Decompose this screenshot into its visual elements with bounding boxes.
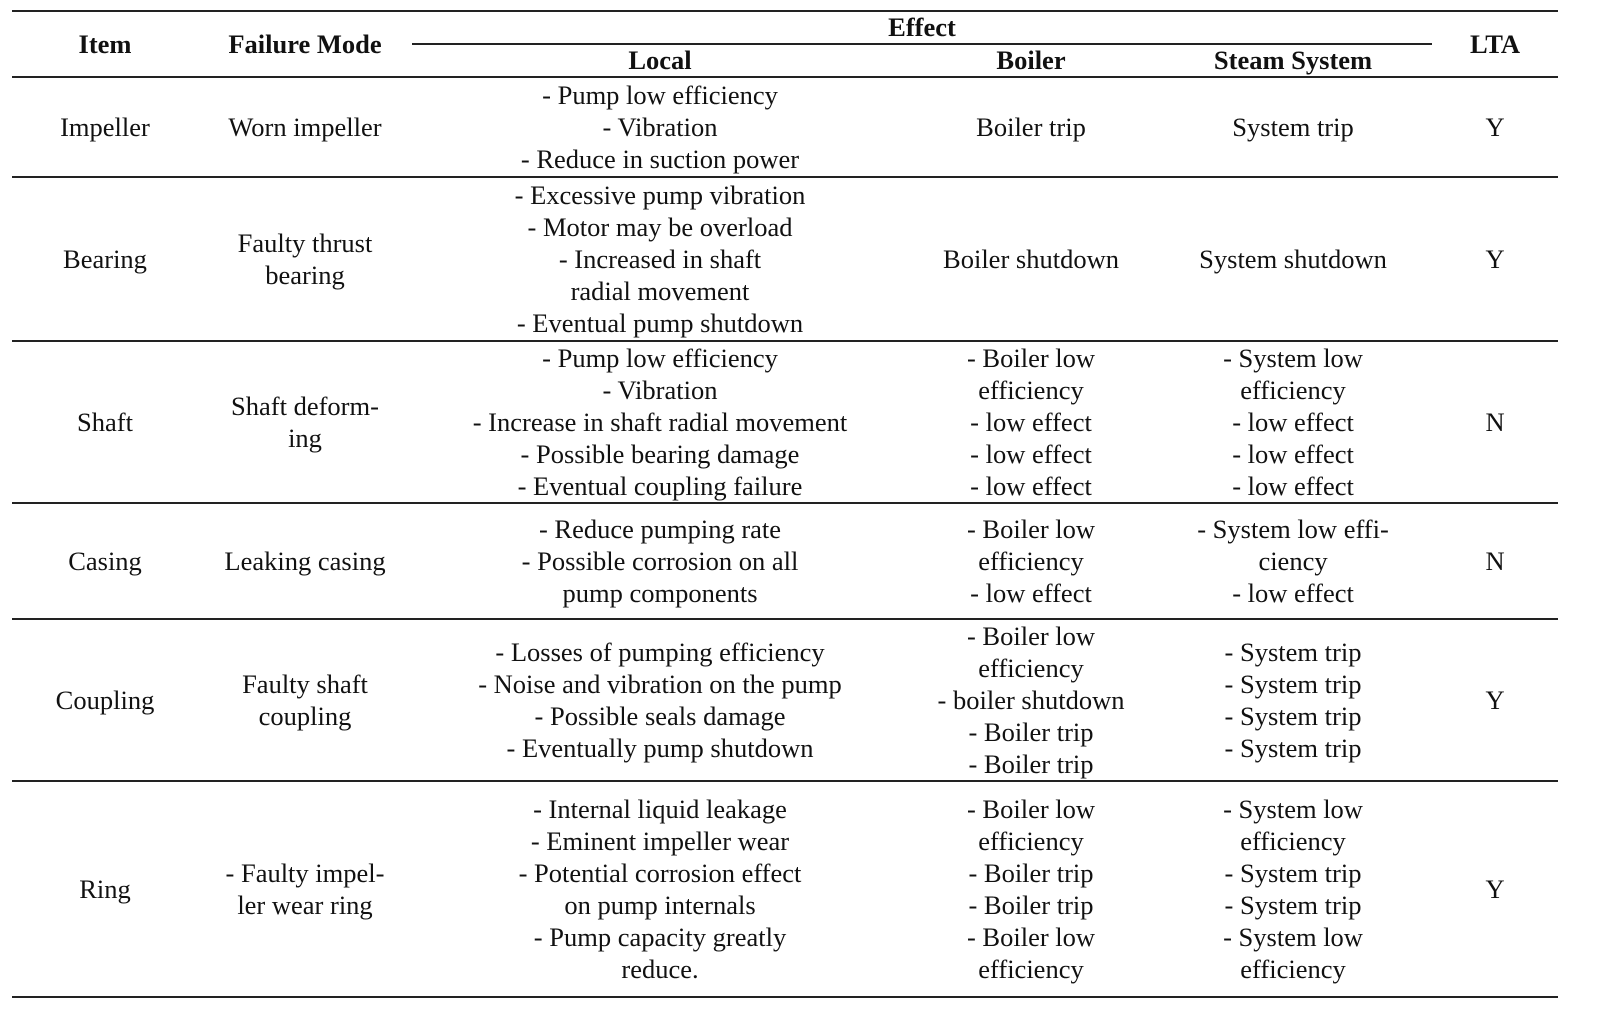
header-failure-mode [198, 11, 412, 77]
cell-boiler-effect [908, 177, 1154, 341]
cell-lta: Y [1432, 619, 1558, 781]
cell-steam-system-effect-line: efficiency [1240, 375, 1346, 405]
table-row [12, 781, 1558, 997]
cell-steam-system-effect-line: - System low [1223, 794, 1363, 824]
cell-failure-mode [198, 619, 412, 781]
cell-item: Bearing [12, 177, 198, 341]
cell-failure-mode-line: Leaking casing [224, 546, 386, 576]
cell-failure-mode-line: - Faulty impel- [225, 858, 385, 888]
cell-local-effect-line: - Eventual coupling failure [517, 471, 803, 501]
header-item: Item [12, 11, 198, 77]
cell-boiler-effect-line: - low effect [970, 407, 1092, 437]
cell-boiler-effect-line: - low effect [970, 439, 1092, 469]
header-boiler: Boiler [996, 45, 1066, 75]
cell-local-effect-line: - Losses of pumping efficiency [495, 637, 825, 667]
cell-failure-mode-line: ing [288, 423, 322, 453]
cell-steam-system-effect-line: ciency [1258, 546, 1328, 576]
header-local: Local [628, 45, 692, 75]
cell-steam-system-effect [1154, 341, 1432, 503]
cell-failure-mode-line: Shaft deform- [231, 391, 379, 421]
cell-local-effect-line: - Increased in shaft [558, 244, 762, 274]
cell-steam-system-effect-line: - System trip [1224, 733, 1362, 763]
cell-local-effect [412, 341, 908, 503]
cell-failure-mode-line: Worn impeller [228, 112, 382, 142]
header-effect: Effect [412, 11, 1432, 44]
cell-boiler-effect-line: efficiency [978, 826, 1084, 856]
cell-local-effect-line: - Potential corrosion effect [518, 858, 802, 888]
cell-local-effect-line: - Noise and vibration on the pump [478, 669, 842, 699]
cell-boiler-effect-line: Boiler shutdown [943, 244, 1119, 274]
cell-steam-system-effect-line: System trip [1232, 112, 1354, 142]
cell-boiler-effect [908, 503, 1154, 619]
cell-local-effect-line: - Internal liquid leakage [533, 794, 787, 824]
cell-steam-system-effect-line: - low effect [1232, 578, 1354, 608]
header-failure-mode-line-1: Failure [228, 28, 311, 59]
cell-failure-mode [198, 77, 412, 177]
cell-local-effect [412, 619, 908, 781]
fmea-table [12, 10, 1558, 998]
cell-steam-system-effect [1154, 503, 1432, 619]
cell-failure-mode-line: Faulty shaft [242, 669, 368, 699]
cell-lta: Y [1432, 77, 1558, 177]
cell-boiler-effect-line: - Boiler trip [968, 749, 1094, 779]
header-lta: LTA [1432, 11, 1558, 77]
header-failure-mode-line-2: Mode [316, 28, 382, 59]
cell-steam-system-effect-line: - System trip [1224, 890, 1362, 920]
cell-boiler-effect-line: - Boiler low [966, 794, 1096, 824]
cell-steam-system-effect-line: - low effect [1232, 471, 1354, 501]
cell-boiler-effect [908, 781, 1154, 997]
cell-steam-system-effect [1154, 177, 1432, 341]
cell-steam-system-effect-line: - System trip [1224, 637, 1362, 667]
cell-boiler-effect-line: - Boiler low [966, 922, 1096, 952]
cell-boiler-effect-line: - Boiler trip [968, 858, 1094, 888]
cell-failure-mode [198, 781, 412, 997]
cell-local-effect-line: - Reduce in suction power [520, 144, 800, 174]
cell-local-effect-line: - Increase in shaft radial movement [472, 407, 848, 437]
cell-local-effect-line: on pump internals [564, 890, 756, 920]
cell-local-effect [412, 781, 908, 997]
cell-failure-mode-line: bearing [265, 260, 345, 290]
cell-boiler-effect-line: efficiency [978, 546, 1084, 576]
cell-boiler-effect-line: efficiency [978, 653, 1084, 683]
cell-steam-system-effect-line: efficiency [1240, 954, 1346, 984]
cell-local-effect-line: - Eminent impeller wear [530, 826, 790, 856]
cell-boiler-effect-line: - Boiler trip [968, 890, 1094, 920]
cell-steam-system-effect-line: - low effect [1232, 407, 1354, 437]
cell-local-effect-line: - Vibration [602, 112, 718, 142]
cell-local-effect-line: - Possible bearing damage [520, 439, 800, 469]
table-body [12, 77, 1558, 997]
cell-failure-mode [198, 177, 412, 341]
table-row [12, 619, 1558, 781]
cell-local-effect-line: - Pump capacity greatly [533, 922, 787, 952]
header-steam-system: Steam System [1213, 45, 1373, 75]
cell-lta: Y [1432, 781, 1558, 997]
cell-steam-system-effect-line: - low effect [1232, 439, 1354, 469]
table-row [12, 503, 1558, 619]
cell-boiler-effect [908, 619, 1154, 781]
cell-steam-system-effect [1154, 77, 1432, 177]
cell-local-effect-line: - Reduce pumping rate [538, 514, 782, 544]
cell-item: Ring [12, 781, 198, 997]
cell-local-effect-line: pump components [562, 578, 758, 608]
cell-failure-mode [198, 503, 412, 619]
cell-local-effect-line: - Pump low efficiency [542, 80, 778, 110]
cell-local-effect-line: - Possible corrosion on all [521, 546, 799, 576]
cell-boiler-effect-line: efficiency [978, 375, 1084, 405]
cell-lta: N [1432, 341, 1558, 503]
cell-local-effect-line: reduce. [621, 954, 699, 984]
table-row [12, 177, 1558, 341]
cell-local-effect-line: - Eventually pump shutdown [506, 733, 814, 763]
cell-boiler-effect-line: efficiency [978, 954, 1084, 984]
cell-failure-mode-line: Faulty thrust [237, 228, 373, 258]
cell-steam-system-effect-line: - System low [1223, 922, 1363, 952]
cell-boiler-effect-line: - Boiler low [966, 621, 1096, 651]
cell-boiler-effect-line: - Boiler trip [968, 717, 1094, 747]
cell-steam-system-effect-line: efficiency [1240, 826, 1346, 856]
cell-boiler-effect [908, 341, 1154, 503]
cell-item: Impeller [12, 77, 198, 177]
cell-steam-system-effect-line: - System low [1223, 343, 1363, 373]
cell-steam-system-effect-line: System shutdown [1199, 244, 1387, 274]
cell-item: Shaft [12, 341, 198, 503]
cell-failure-mode-line: ler wear ring [237, 890, 373, 920]
cell-local-effect [412, 177, 908, 341]
cell-local-effect-line: - Eventual pump shutdown [516, 308, 804, 338]
cell-failure-mode [198, 341, 412, 503]
cell-steam-system-effect [1154, 781, 1432, 997]
cell-local-effect-line: - Excessive pump vibration [514, 180, 806, 210]
cell-local-effect [412, 77, 908, 177]
cell-local-effect-line: - Pump low efficiency [542, 343, 778, 373]
cell-boiler-effect-line: Boiler trip [976, 112, 1086, 142]
table-row [12, 341, 1558, 503]
cell-boiler-effect-line: - Boiler low [966, 343, 1096, 373]
cell-lta: N [1432, 503, 1558, 619]
cell-boiler-effect-line: - Boiler low [966, 514, 1096, 544]
cell-boiler-effect-line: - boiler shutdown [937, 685, 1125, 715]
cell-item: Coupling [12, 619, 198, 781]
cell-lta: Y [1432, 177, 1558, 341]
cell-local-effect-line: - Vibration [602, 375, 718, 405]
cell-steam-system-effect-line: - System trip [1224, 701, 1362, 731]
cell-boiler-effect-line: - low effect [970, 578, 1092, 608]
cell-steam-system-effect-line: - System trip [1224, 858, 1362, 888]
cell-failure-mode-line: coupling [258, 701, 352, 731]
cell-steam-system-effect [1154, 619, 1432, 781]
cell-steam-system-effect-line: - System low effi- [1197, 514, 1389, 544]
cell-boiler-effect [908, 77, 1154, 177]
cell-steam-system-effect-line: - System trip [1224, 669, 1362, 699]
table-row [12, 77, 1558, 177]
cell-item: Casing [12, 503, 198, 619]
cell-local-effect-line: radial movement [570, 276, 750, 306]
cell-local-effect-line: - Motor may be overload [527, 212, 793, 242]
cell-local-effect [412, 503, 908, 619]
cell-local-effect-line: - Possible seals damage [534, 701, 786, 731]
cell-boiler-effect-line: - low effect [970, 471, 1092, 501]
